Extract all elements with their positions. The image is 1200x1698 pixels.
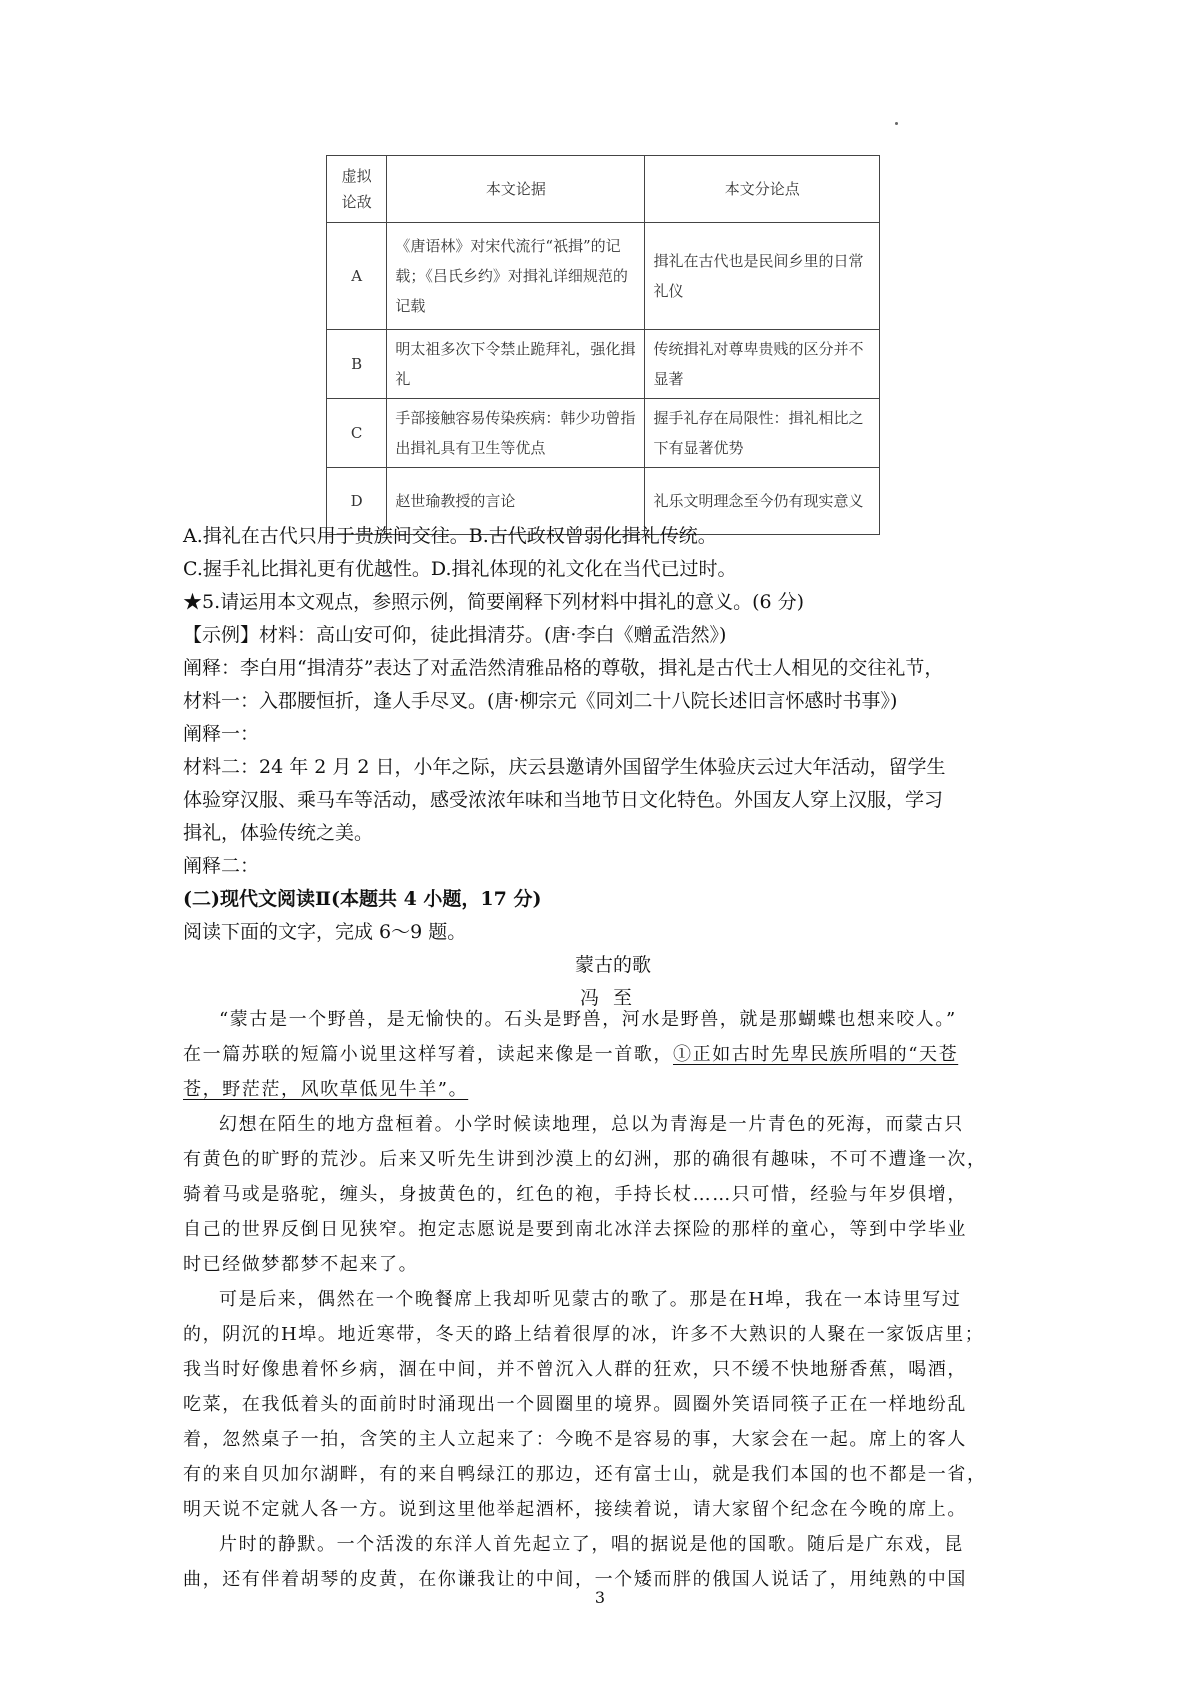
article-author: 冯至 xyxy=(579,987,646,1009)
paragraph-line: 曲，还有伴着胡琴的皮黄，在你谦我让的中间，一个矮而胖的俄国人说话了，用纯熟的中国 xyxy=(183,1569,967,1590)
paragraph-line xyxy=(183,1072,1028,1107)
header-cell-evidence: 本文论据 xyxy=(387,156,645,223)
speck-mark xyxy=(895,122,898,125)
section-instruction: 阅读下面的文字，完成 6～9 题。 xyxy=(183,921,467,943)
paragraph-line: 骑着马或是骆驼，缠头，身披黄色的，红色的袍，手持长杖……只可惜，经验与年岁俱增， xyxy=(183,1184,967,1205)
paragraph-line: 着，忽然桌子一拍，含笑的主人立起来了：今晚不是容易的事，大家会在一起。席上的客人 xyxy=(183,1429,967,1450)
questions-block xyxy=(183,520,1043,1015)
underlined-sentence-1: ①正如古时先卑民族所唱的“天苍 xyxy=(673,1044,959,1065)
article-body xyxy=(183,1002,1028,1597)
row-evidence: 《唐语林》对宋代流行“祇揖”的记载；《吕氏乡约》对揖礼详细规范的记载 xyxy=(387,223,645,330)
paragraph-line: 片时的静默。一个活泼的东洋人首先起立了，唱的据说是他的国歌。随后是广东戏，昆 xyxy=(219,1534,964,1555)
table-row xyxy=(327,399,880,468)
row-label: A xyxy=(327,223,387,330)
table-row xyxy=(327,223,880,330)
row-point: 揖礼在古代也是民间乡里的日常礼仪 xyxy=(645,223,880,330)
row-label: C xyxy=(327,399,387,468)
paragraph-text: 在一篇苏联的短篇小说里这样写着，读起来像是一首歌， xyxy=(183,1044,673,1065)
argument-table xyxy=(326,155,880,535)
row-point: 传统揖礼对尊卑贵贱的区分并不显著 xyxy=(645,330,880,399)
q5-material-2-line-2: 体验穿汉服、乘马车等活动，感受浓浓年味和当地节日文化特色。外国友人穿上汉服，学习 xyxy=(183,789,944,811)
q5-example-explanation: 阐释：李白用“揖清芬”表达了对孟浩然清雅品格的尊敬，揖礼是古代士人相见的交往礼节， xyxy=(183,657,944,679)
row-point: 握手礼存在局限性：揖礼相比之下有显著优势 xyxy=(645,399,880,468)
paragraph-line: 我当时好像患着怀乡病，涸在中间，并不曾沉入人群的狂欢，只不缓不快地掰香蕉，喝酒， xyxy=(183,1359,967,1380)
q5-explanation-1: 阐释一： xyxy=(183,723,260,745)
page-number: 3 xyxy=(594,1588,606,1607)
header-cell-point: 本文分论点 xyxy=(645,156,880,223)
row-evidence: 赵世瑜教授的言论 xyxy=(387,468,645,535)
row-label: B xyxy=(327,330,387,399)
paragraph-line xyxy=(183,1037,1028,1072)
header-cell-opponent: 虚拟论敌 xyxy=(327,156,387,223)
options-line-2: C.握手礼比揖礼更有优越性。D.揖礼体现的礼文化在当代已过时。 xyxy=(183,558,737,580)
section-heading: (二)现代文阅读Ⅱ(本题共 4 小题，17 分) xyxy=(183,888,542,910)
paragraph-line: 的，阴沉的H埠。地近寒带，冬天的路上结着很厚的冰，许多不大熟识的人聚在一家饭店里； xyxy=(183,1324,985,1345)
table-header-row xyxy=(327,156,880,223)
paragraph-line: 明天说不定就人各一方。说到这里他举起酒杯，接续着说，请大家留个纪念在今晚的席上。 xyxy=(183,1499,967,1520)
paragraph-line: 吃菜，在我低着头的面前时时涌现出一个圆圈里的境界。圆圈外笑语同筷子正在一样地纷乱 xyxy=(183,1394,967,1415)
row-evidence: 明太祖多次下令禁止跪拜礼，强化揖礼 xyxy=(387,330,645,399)
paragraph-line: 自己的世界反倒日见狭窄。抱定志愿说是要到南北冰洋去探险的那样的童心，等到中学毕业 xyxy=(183,1219,967,1240)
paragraph-line: 有黄色的旷野的荒沙。后来又听先生讲到沙漠上的幻洲，那的确很有趣味，不可不遭逢一次， xyxy=(183,1149,987,1170)
underlined-sentence-1-cont: 苍，野茫茫，风吹草低见牛羊”。 xyxy=(183,1079,469,1100)
row-label: D xyxy=(327,468,387,535)
q5-material-2-line-3: 揖礼，体验传统之美。 xyxy=(183,822,374,844)
q5-material-1: 材料一：入郡腰恒折，逢人手尽叉。(唐·柳宗元《同刘二十八院长述旧言怀感时书事》) xyxy=(183,690,898,712)
q5-stem: ★5.请运用本文观点，参照示例，简要阐释下列材料中揖礼的意义。(6 分) xyxy=(183,591,805,613)
paragraph-line: 时已经做梦都梦不起来了。 xyxy=(183,1254,419,1275)
row-evidence: 手部接触容易传染疾病：韩少功曾指出揖礼具有卫生等优点 xyxy=(387,399,645,468)
paragraph-line: 可是后来，偶然在一个晚餐席上我却听见蒙古的歌了。那是在H埠，我在一本诗里写过 xyxy=(219,1289,962,1310)
q5-material-2-line-1: 材料二：24 年 2 月 2 日，小年之际，庆云县邀请外国留学生体验庆云过大年活动，留学生 xyxy=(183,756,946,778)
table-row xyxy=(327,330,880,399)
paragraph-line: 幻想在陌生的地方盘桓着。小学时候读地理，总以为青海是一片青色的死海，而蒙古只 xyxy=(219,1114,964,1135)
q5-example: 【示例】材料：高山安可仰，徒此揖清芬。(唐·李白《赠孟浩然》) xyxy=(183,624,727,646)
paragraph-line: 有的来自贝加尔湖畔，有的来自鸭绿江的那边，还有富士山，就是我们本国的也不都是一省， xyxy=(183,1464,987,1485)
options-line-1: A.揖礼在古代只用于贵族间交往。B.古代政权曾弱化揖礼传统。 xyxy=(183,525,717,547)
q5-explanation-2: 阐释二： xyxy=(183,855,260,877)
row-point: 礼乐文明理念至今仍有现实意义 xyxy=(645,468,880,535)
article-title: 蒙古的歌 xyxy=(574,954,651,976)
paragraph-line: “蒙古是一个野兽，是无愉快的。石头是野兽，河水是野兽，就是那蝴蝶也想来咬人。” xyxy=(219,1009,957,1030)
